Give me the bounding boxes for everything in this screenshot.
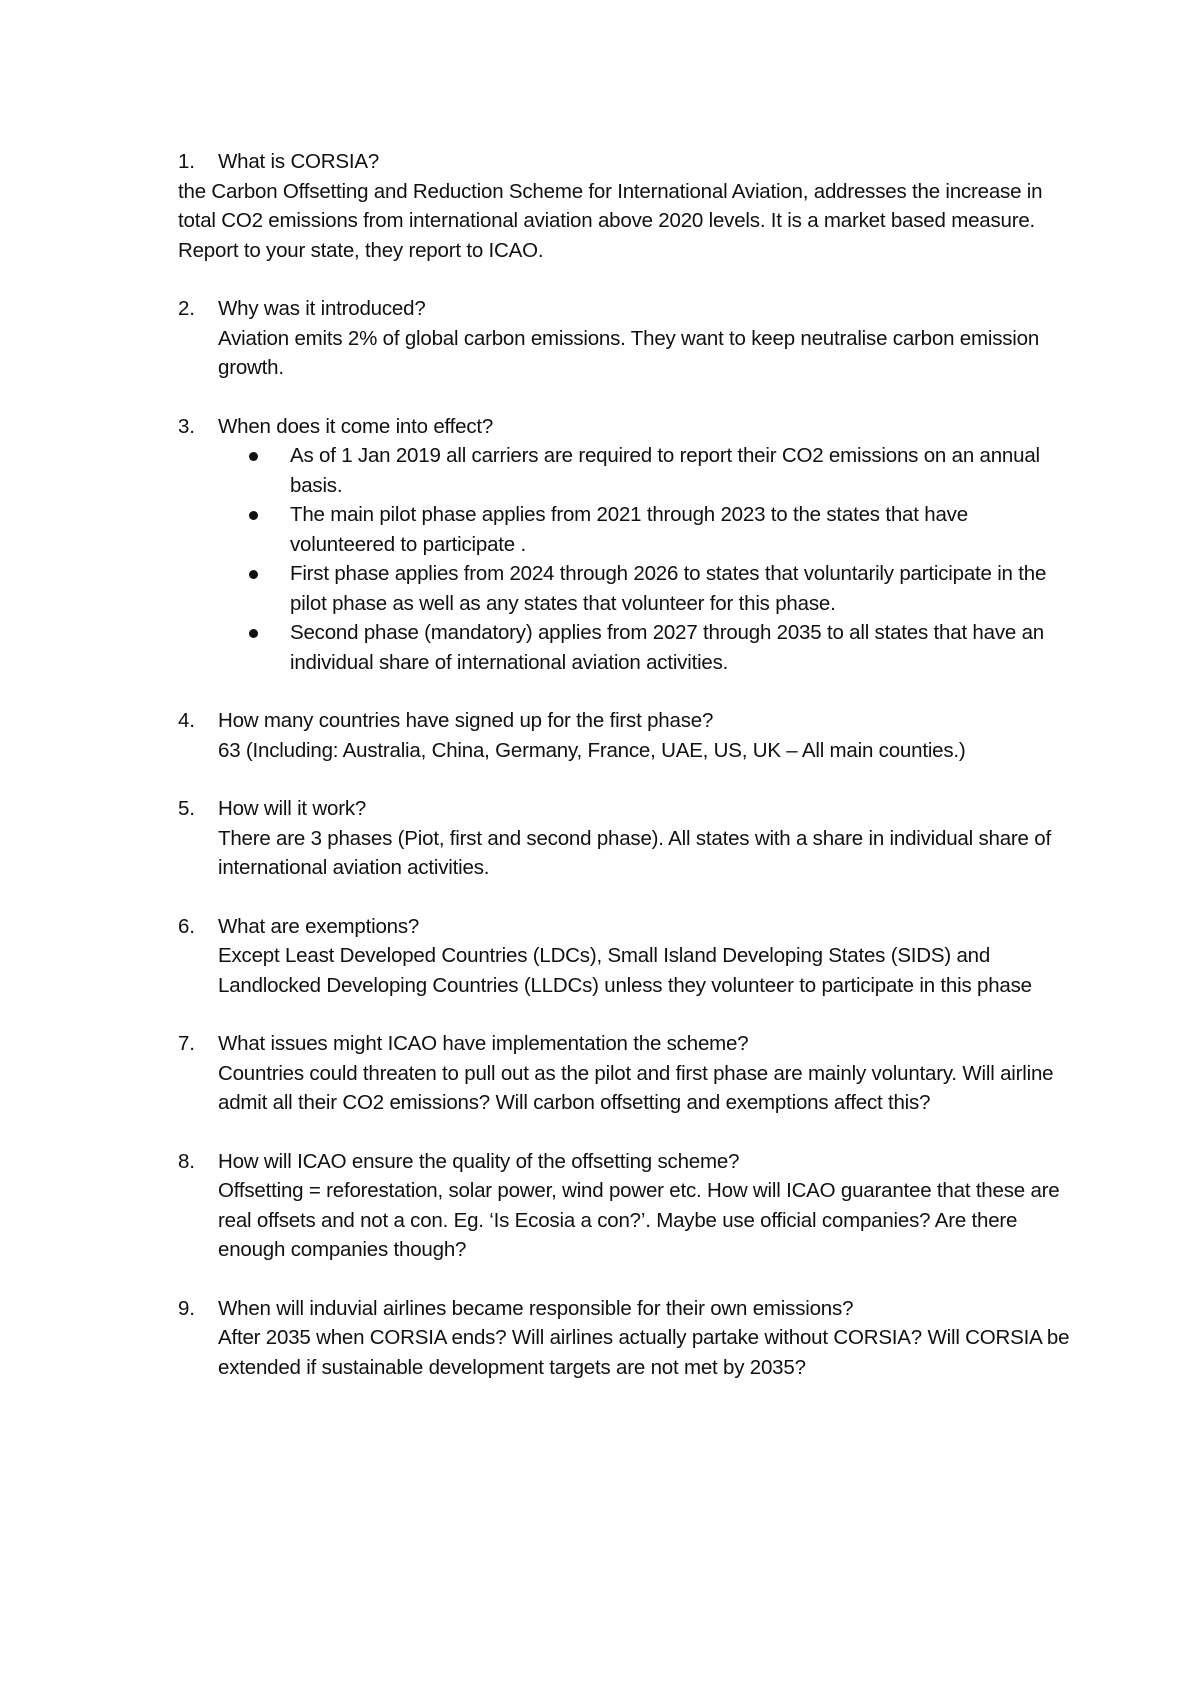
answer-text: After 2035 when CORSIA ends? Will airlines actually partake without CORSIA? Will CORSIA be extended if sustainable development targets are not met by 2035?: [218, 1326, 1070, 1379]
question-3: [178, 412, 1078, 678]
bullet-list: [218, 441, 1078, 677]
question-number: 2.: [178, 297, 195, 320]
question-2: [178, 294, 1078, 383]
bullet-icon: [249, 570, 258, 579]
answer-text: There are 3 phases (Piot, first and second phase). All states with a share in individual share of international aviation activities.: [218, 826, 1051, 879]
bullet-item: [290, 441, 1078, 500]
question-text: How will it work?: [218, 797, 367, 820]
document-body: [178, 147, 1078, 1382]
question-number: 4.: [178, 709, 195, 732]
bullet-icon: [249, 629, 258, 638]
answer-text: Except Least Developed Countries (LDCs), Small Island Developing States (SIDS) and Landlocked Developing Countries (LLDCs) unless they volunteer to participate in this phase: [218, 944, 1032, 997]
bullet-text: Second phase (mandatory) applies from 2027 through 2035 to all states that have an individual share of international aviation activities.: [290, 621, 1044, 674]
answer-text: Countries could threaten to pull out as the pilot and first phase are mainly voluntary. Will airline admit all their CO2 emissions? Will carbon offsetting and exemptions affect this?: [218, 1061, 1054, 1114]
bullet-text: First phase applies from 2024 through 2026 to states that voluntarily participate in the pilot phase as well as any states that volunteer for this phase.: [290, 562, 1047, 615]
question-number: 5.: [178, 797, 195, 820]
question-number: 3.: [178, 414, 195, 438]
question-9: [178, 1294, 1078, 1383]
question-number: 1.: [178, 150, 195, 173]
question-text: What are exemptions?: [218, 914, 420, 938]
question-text: What is CORSIA?: [218, 150, 380, 173]
question-text: How many countries have signed up for the first phase?: [218, 709, 714, 732]
bullet-item: [290, 618, 1078, 677]
question-1: [178, 147, 1078, 177]
question-text: What issues might ICAO have implementation the scheme?: [218, 1032, 749, 1055]
bullet-text: The main pilot phase applies from 2021 through 2023 to the states that have volunteered to participate .: [290, 503, 968, 556]
question-number: 9.: [178, 1296, 195, 1320]
bullet-item: [290, 559, 1078, 618]
question-text: How will ICAO ensure the quality of the offsetting scheme?: [218, 1149, 740, 1173]
question-number: 7.: [178, 1032, 195, 1055]
bullet-icon: [249, 511, 258, 520]
bullet-item: [290, 500, 1078, 559]
question-number: 6.: [178, 914, 195, 938]
question-6: [178, 912, 1078, 1001]
answer-text: the Carbon Offsetting and Reduction Scheme for International Aviation, addresses the increase in total CO2 emissions from international aviation above 2020 levels. It is a market based measure. Report to your state, they report to ICAO.: [178, 179, 1043, 262]
answer-text: Offsetting = reforestation, solar power, wind power etc. How will ICAO guarantee that these are real offsets and not a con. Eg. ‘Is Ecosia a con?’. Maybe use official companies? Are there enough companies though?: [218, 1179, 1060, 1261]
question-text: When will induvial airlines became responsible for their own emissions?: [218, 1296, 854, 1320]
question-number: 8.: [178, 1149, 195, 1173]
answer-text: Aviation emits 2% of global carbon emissions. They want to keep neutralise carbon emission growth.: [218, 326, 1040, 379]
bullet-icon: [249, 452, 258, 461]
question-8: [178, 1147, 1078, 1265]
answer-text: 63 (Including: Australia, China, Germany, France, UAE, US, UK – All main counties.): [218, 738, 966, 762]
question-7: [178, 1029, 1078, 1118]
question-text: Why was it introduced?: [218, 297, 426, 320]
question-text: When does it come into effect?: [218, 414, 494, 438]
question-5: [178, 794, 1078, 883]
question-4: [178, 706, 1078, 765]
bullet-text: As of 1 Jan 2019 all carriers are required to report their CO2 emissions on an annual basis.: [290, 444, 1040, 497]
